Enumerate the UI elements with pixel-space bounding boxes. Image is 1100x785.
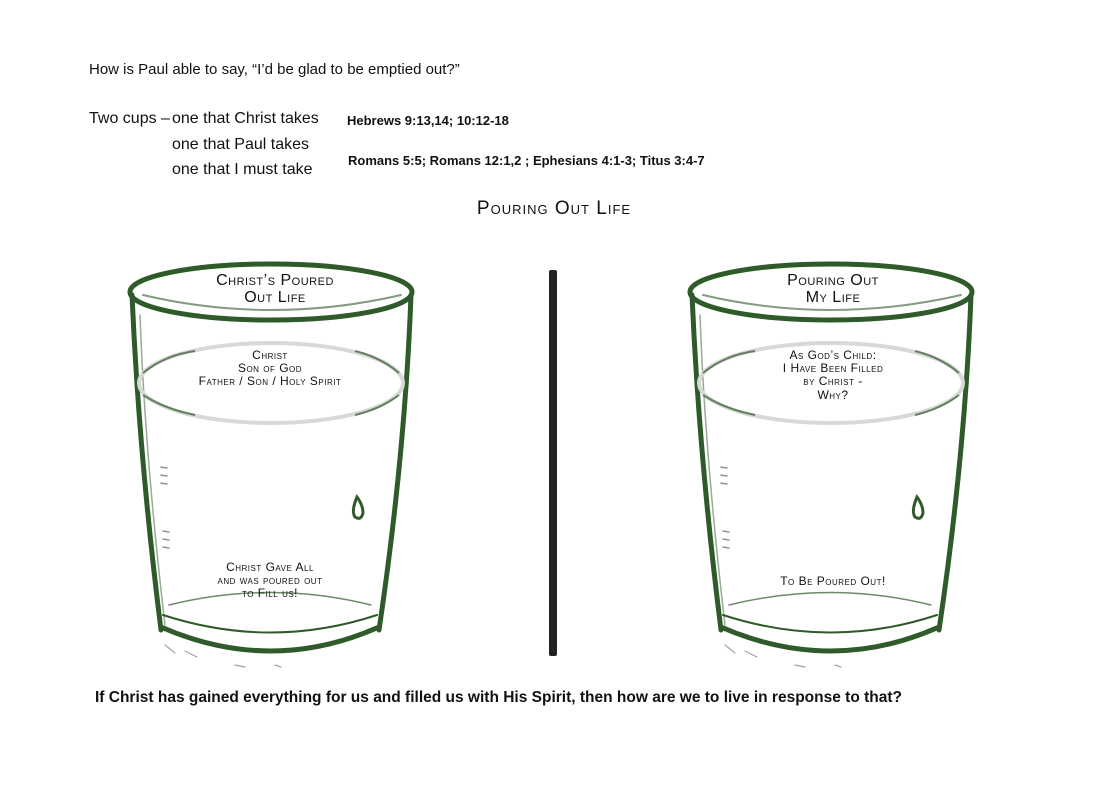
left-cup-title-line-1: Christ’s Poured <box>216 272 334 289</box>
right-cup-bottom-line-1: To Be Poured Out! <box>780 574 886 588</box>
left-cup-bottom-line-3: to Fill us! <box>241 586 299 601</box>
right-cup-middle-line-1: As God’s Child: <box>789 348 877 362</box>
left-cup-middle-line-1: Christ <box>252 348 288 362</box>
left-cup-middle-line-3: Father / Son / Holy Spirit <box>198 374 342 389</box>
right-cup-middle-text <box>718 349 948 402</box>
left-cup-bottom-line-1: Christ Gave All <box>226 560 314 574</box>
right-cup-middle-line-2: I Have Been Filled <box>782 361 884 376</box>
scripture-references-romans: Romans 5:5; Romans 12:1,2 ; Ephesians 4:1-3; Titus 3:4-7 <box>348 153 705 168</box>
page-title: Pouring Out Life <box>476 198 632 219</box>
right-cup-title <box>728 273 938 307</box>
right-cup-middle-line-3: by Christ - <box>803 374 863 389</box>
bottom-question: If Christ has gained everything for us and filled us with His Spirit, then how are we to live in response to that? <box>95 689 902 706</box>
left-glass-illustration <box>125 255 425 685</box>
left-cup-bottom-text <box>165 561 375 601</box>
left-cup-bottom-line-2: and was poured out <box>217 573 323 588</box>
cup-line-christ: one that Christ takes <box>172 110 319 127</box>
left-cup-middle-line-2: Son of God <box>237 361 303 376</box>
vertical-divider <box>549 270 557 656</box>
cup-line-paul: one that Paul takes <box>172 136 309 153</box>
left-cup-middle-text <box>155 349 385 389</box>
right-cup-title-line-2: My Life <box>805 288 861 306</box>
right-cup-title-line-1: Pouring Out <box>787 272 879 289</box>
left-cup-title-line-2: Out Life <box>244 288 306 306</box>
scripture-references-hebrews: Hebrews 9:13,14; 10:12-18 <box>347 113 509 128</box>
left-cup-title <box>170 273 380 307</box>
cups-intro: Two cups – <box>89 110 170 127</box>
top-question: How is Paul able to say, “I’d be glad to be emptied out?” <box>89 61 460 78</box>
cup-line-me: one that I must take <box>172 161 313 178</box>
right-glass-illustration <box>685 255 985 685</box>
right-cup-bottom-text <box>723 575 943 588</box>
right-cup-middle-line-4: Why? <box>817 387 849 402</box>
